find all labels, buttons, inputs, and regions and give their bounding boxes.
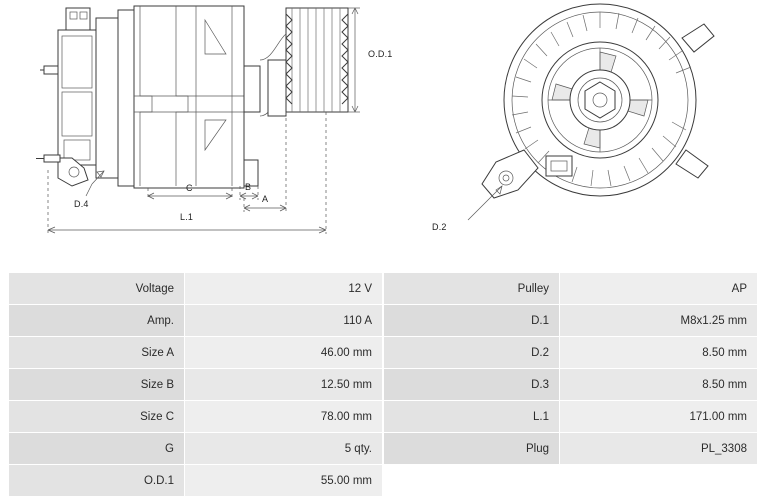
spec-key: Size B xyxy=(9,369,185,401)
dim-label-d2: D.2 xyxy=(432,222,447,232)
front-view-svg xyxy=(420,0,766,262)
spec-key: D.3 xyxy=(384,369,560,401)
spec-key: Size C xyxy=(9,401,185,433)
table-row xyxy=(384,401,758,433)
alternator-side-view xyxy=(0,0,420,262)
spec-key: O.D.1 xyxy=(9,465,185,497)
table-row xyxy=(384,305,758,337)
spec-key: Plug xyxy=(384,433,560,465)
table-row xyxy=(9,433,383,465)
spec-table-right xyxy=(383,272,758,497)
spec-value: 55.00 mm xyxy=(185,465,383,497)
spec-key: L.1 xyxy=(384,401,560,433)
table-row xyxy=(384,273,758,305)
table-row xyxy=(384,337,758,369)
spec-value: 8.50 mm xyxy=(560,337,758,369)
table-row xyxy=(384,433,758,465)
spec-value: 78.00 mm xyxy=(185,401,383,433)
table-row xyxy=(9,369,383,401)
spec-key: Voltage xyxy=(9,273,185,305)
spec-value: 46.00 mm xyxy=(185,337,383,369)
spec-value: AP xyxy=(560,273,758,305)
dim-label-b: B xyxy=(245,182,252,192)
table-row xyxy=(9,465,383,497)
table-row xyxy=(9,337,383,369)
spec-key: Size A xyxy=(9,337,185,369)
table-row-empty xyxy=(384,465,758,497)
spec-value: 12.50 mm xyxy=(185,369,383,401)
spec-key: D.1 xyxy=(384,305,560,337)
table-row xyxy=(9,401,383,433)
spec-key: G xyxy=(9,433,185,465)
table-row xyxy=(9,305,383,337)
spec-value-empty xyxy=(560,465,758,497)
spec-value: 12 V xyxy=(185,273,383,305)
specifications xyxy=(8,272,758,497)
spec-value: 110 A xyxy=(185,305,383,337)
side-view-svg xyxy=(0,0,420,262)
dim-label-a: A xyxy=(262,194,269,204)
spec-table-left xyxy=(8,272,383,497)
spec-value: 171.00 mm xyxy=(560,401,758,433)
spec-key: Amp. xyxy=(9,305,185,337)
spec-value: 8.50 mm xyxy=(560,369,758,401)
dim-label-od1: O.D.1 xyxy=(368,49,393,59)
spec-key: Pulley xyxy=(384,273,560,305)
spec-value: M8x1.25 mm xyxy=(560,305,758,337)
spec-key-empty xyxy=(384,465,560,497)
spec-value: PL_3308 xyxy=(560,433,758,465)
alternator-front-view xyxy=(420,0,766,262)
table-row xyxy=(9,273,383,305)
dim-label-d4: D.4 xyxy=(74,199,89,209)
dim-label-c: C xyxy=(186,183,193,193)
dim-label-l1: L.1 xyxy=(180,212,194,222)
spec-key: D.2 xyxy=(384,337,560,369)
table-row xyxy=(384,369,758,401)
spec-value: 5 qty. xyxy=(185,433,383,465)
